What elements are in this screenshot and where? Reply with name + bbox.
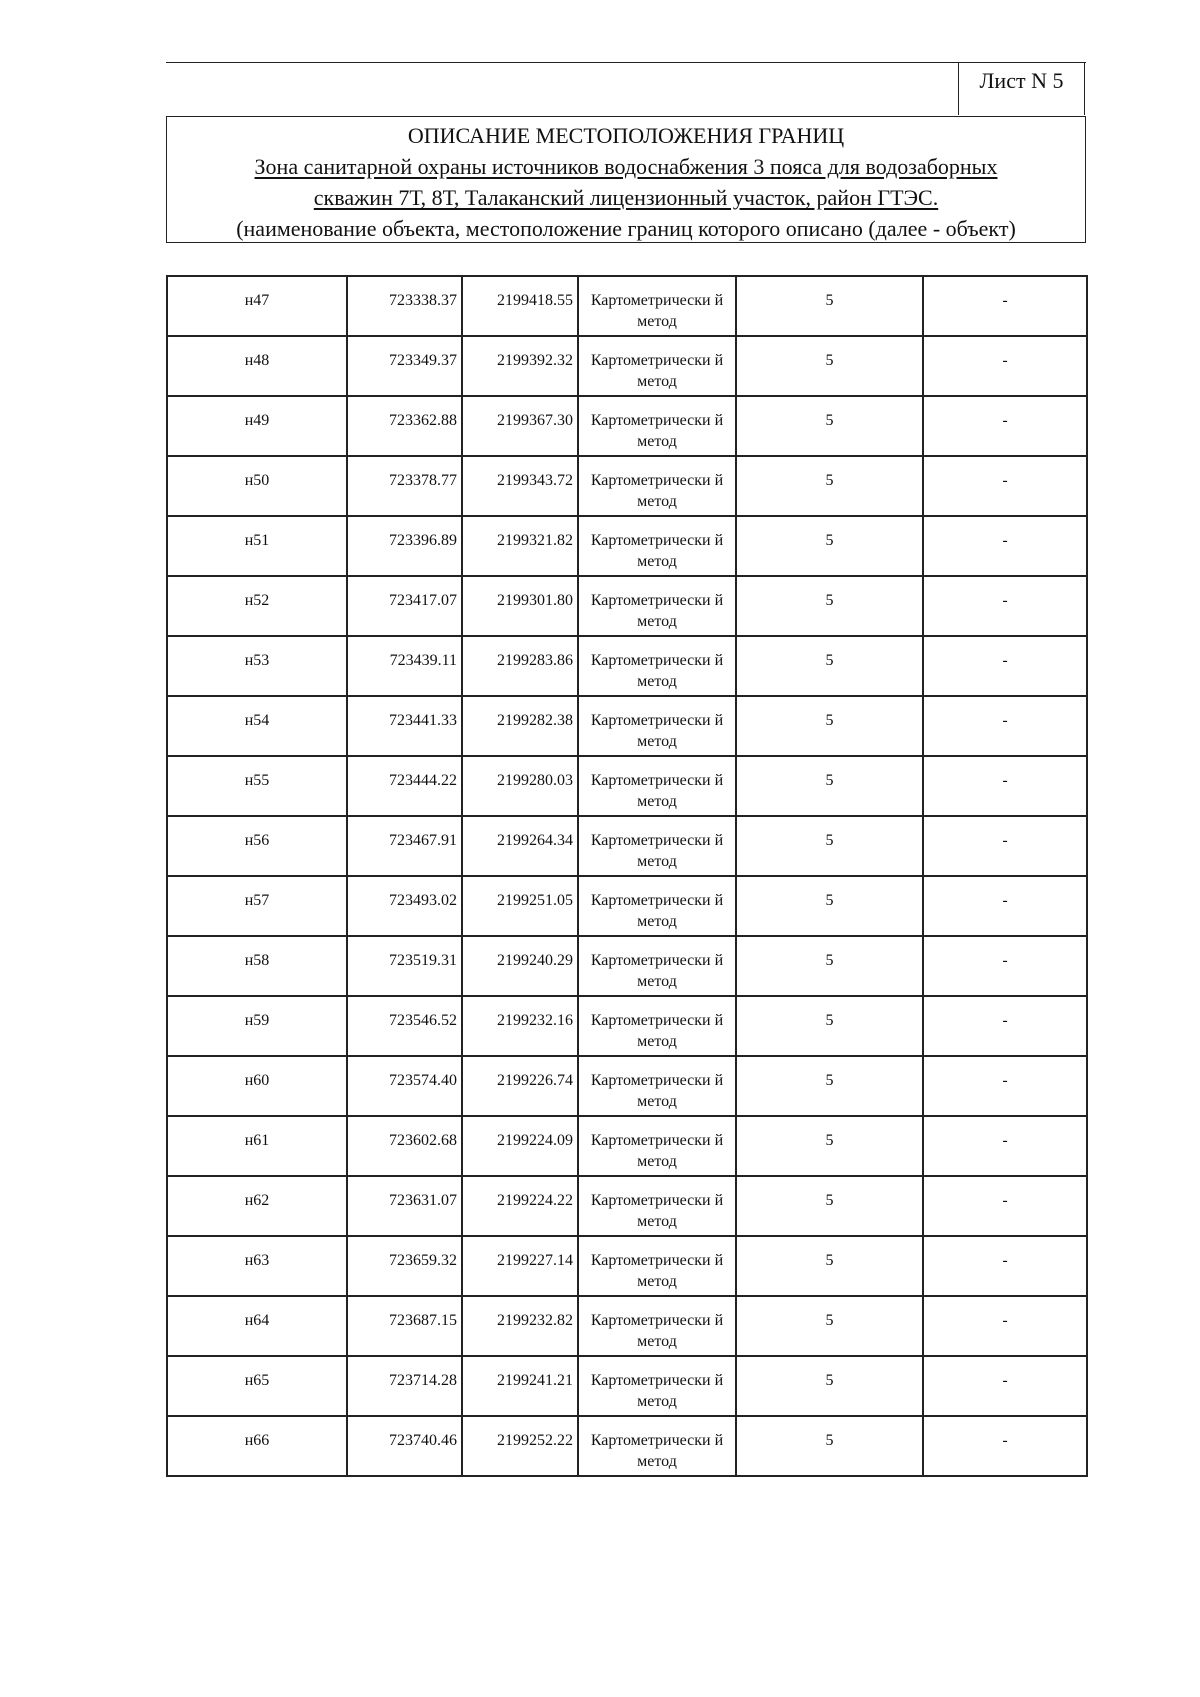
- method-cell: Картометрически й метод: [578, 1236, 736, 1296]
- description-cell: -: [923, 276, 1087, 336]
- point-name-cell: н62: [167, 1176, 347, 1236]
- description-cell: -: [923, 1116, 1087, 1176]
- coord-y-cell: 2199282.38: [462, 696, 578, 756]
- coord-y-cell: 2199321.82: [462, 516, 578, 576]
- table-row: [167, 1116, 1087, 1176]
- method-cell: Картометрически й метод: [578, 1176, 736, 1236]
- coord-y-cell: 2199343.72: [462, 456, 578, 516]
- method-cell: Картометрически й метод: [578, 756, 736, 816]
- table-row: [167, 396, 1087, 456]
- method-cell: Картометрически й метод: [578, 636, 736, 696]
- coord-x-cell: 723417.07: [347, 576, 462, 636]
- accuracy-cell: 5: [736, 1056, 923, 1116]
- point-name-cell: н58: [167, 936, 347, 996]
- method-cell: Картометрически й метод: [578, 336, 736, 396]
- method-cell: Картометрически й метод: [578, 696, 736, 756]
- coord-x-cell: 723396.89: [347, 516, 462, 576]
- coord-y-cell: 2199251.05: [462, 876, 578, 936]
- description-cell: -: [923, 1356, 1087, 1416]
- point-name-cell: н57: [167, 876, 347, 936]
- coord-y-cell: 2199280.03: [462, 756, 578, 816]
- coord-y-cell: 2199240.29: [462, 936, 578, 996]
- table-row: [167, 516, 1087, 576]
- coord-x-cell: 723687.15: [347, 1296, 462, 1356]
- table-row: [167, 336, 1087, 396]
- accuracy-cell: 5: [736, 1356, 923, 1416]
- method-cell: Картометрически й метод: [578, 1056, 736, 1116]
- coord-x-cell: 723338.37: [347, 276, 462, 336]
- coord-y-cell: 2199283.86: [462, 636, 578, 696]
- sheet-number: Лист N 5: [958, 62, 1085, 115]
- coord-y-cell: 2199301.80: [462, 576, 578, 636]
- point-name-cell: н60: [167, 1056, 347, 1116]
- description-cell: -: [923, 1416, 1087, 1476]
- accuracy-cell: 5: [736, 276, 923, 336]
- description-cell: -: [923, 996, 1087, 1056]
- coord-y-cell: 2199367.30: [462, 396, 578, 456]
- coord-y-cell: 2199252.22: [462, 1416, 578, 1476]
- table-row: [167, 696, 1087, 756]
- table-row: [167, 936, 1087, 996]
- point-name-cell: н66: [167, 1416, 347, 1476]
- coord-x-cell: 723439.11: [347, 636, 462, 696]
- description-cell: -: [923, 936, 1087, 996]
- method-cell: Картометрически й метод: [578, 456, 736, 516]
- coord-x-cell: 723631.07: [347, 1176, 462, 1236]
- document-header: [166, 116, 1086, 243]
- point-name-cell: н61: [167, 1116, 347, 1176]
- description-cell: -: [923, 636, 1087, 696]
- coord-y-cell: 2199418.55: [462, 276, 578, 336]
- method-cell: Картометрически й метод: [578, 996, 736, 1056]
- description-cell: -: [923, 1056, 1087, 1116]
- description-cell: -: [923, 876, 1087, 936]
- description-cell: -: [923, 816, 1087, 876]
- accuracy-cell: 5: [736, 396, 923, 456]
- boundary-points-table: [166, 275, 1088, 1477]
- description-cell: -: [923, 1296, 1087, 1356]
- method-cell: Картометрически й метод: [578, 576, 736, 636]
- description-cell: -: [923, 456, 1087, 516]
- point-name-cell: н52: [167, 576, 347, 636]
- accuracy-cell: 5: [736, 816, 923, 876]
- coord-y-cell: 2199264.34: [462, 816, 578, 876]
- point-name-cell: н64: [167, 1296, 347, 1356]
- table-row: [167, 996, 1087, 1056]
- coord-x-cell: 723546.52: [347, 996, 462, 1056]
- table-row: [167, 276, 1087, 336]
- table-row: [167, 1416, 1087, 1476]
- accuracy-cell: 5: [736, 1296, 923, 1356]
- point-name-cell: н50: [167, 456, 347, 516]
- description-cell: -: [923, 576, 1087, 636]
- table-row: [167, 456, 1087, 516]
- point-name-cell: н47: [167, 276, 347, 336]
- top-rule: [166, 62, 1086, 63]
- method-cell: Картометрически й метод: [578, 936, 736, 996]
- coord-x-cell: 723378.77: [347, 456, 462, 516]
- accuracy-cell: 5: [736, 756, 923, 816]
- coord-x-cell: 723362.88: [347, 396, 462, 456]
- description-cell: -: [923, 756, 1087, 816]
- coord-x-cell: 723493.02: [347, 876, 462, 936]
- method-cell: Картометрически й метод: [578, 816, 736, 876]
- point-name-cell: н55: [167, 756, 347, 816]
- point-name-cell: н51: [167, 516, 347, 576]
- object-name-line-1: Зона санитарной охраны источников водоснабжения 3 пояса для водозаборных: [254, 154, 998, 179]
- coord-x-cell: 723602.68: [347, 1116, 462, 1176]
- point-name-cell: н54: [167, 696, 347, 756]
- coord-x-cell: 723441.33: [347, 696, 462, 756]
- point-name-cell: н53: [167, 636, 347, 696]
- accuracy-cell: 5: [736, 576, 923, 636]
- description-cell: -: [923, 1236, 1087, 1296]
- table-body: [167, 276, 1087, 1476]
- method-cell: Картометрически й метод: [578, 276, 736, 336]
- table-row: [167, 1296, 1087, 1356]
- accuracy-cell: 5: [736, 1236, 923, 1296]
- accuracy-cell: 5: [736, 996, 923, 1056]
- coord-y-cell: 2199241.21: [462, 1356, 578, 1416]
- point-name-cell: н56: [167, 816, 347, 876]
- table-row: [167, 636, 1087, 696]
- point-name-cell: н48: [167, 336, 347, 396]
- description-cell: -: [923, 396, 1087, 456]
- table-row: [167, 1176, 1087, 1236]
- coord-y-cell: 2199226.74: [462, 1056, 578, 1116]
- accuracy-cell: 5: [736, 1176, 923, 1236]
- accuracy-cell: 5: [736, 936, 923, 996]
- coord-x-cell: 723519.31: [347, 936, 462, 996]
- point-name-cell: н65: [167, 1356, 347, 1416]
- accuracy-cell: 5: [736, 696, 923, 756]
- accuracy-cell: 5: [736, 636, 923, 696]
- description-cell: -: [923, 336, 1087, 396]
- coord-x-cell: 723659.32: [347, 1236, 462, 1296]
- table-row: [167, 756, 1087, 816]
- coord-y-cell: 2199232.16: [462, 996, 578, 1056]
- coord-x-cell: 723349.37: [347, 336, 462, 396]
- point-name-cell: н59: [167, 996, 347, 1056]
- accuracy-cell: 5: [736, 516, 923, 576]
- table-row: [167, 1056, 1087, 1116]
- coord-y-cell: 2199224.22: [462, 1176, 578, 1236]
- description-cell: -: [923, 1176, 1087, 1236]
- accuracy-cell: 5: [736, 1116, 923, 1176]
- method-cell: Картометрически й метод: [578, 1296, 736, 1356]
- method-cell: Картометрически й метод: [578, 1116, 736, 1176]
- object-caption: (наименование объекта, местоположение границ которого описано (далее - объект): [236, 216, 1016, 241]
- method-cell: Картометрически й метод: [578, 876, 736, 936]
- accuracy-cell: 5: [736, 876, 923, 936]
- point-name-cell: н63: [167, 1236, 347, 1296]
- table-row: [167, 1356, 1087, 1416]
- method-cell: Картометрически й метод: [578, 1416, 736, 1476]
- coord-y-cell: 2199232.82: [462, 1296, 578, 1356]
- point-name-cell: н49: [167, 396, 347, 456]
- table-row: [167, 1236, 1087, 1296]
- coord-x-cell: 723467.91: [347, 816, 462, 876]
- object-name-line-2: скважин 7Т, 8Т, Талаканский лицензионный участок, район ГТЭС.: [313, 185, 939, 210]
- accuracy-cell: 5: [736, 456, 923, 516]
- description-cell: -: [923, 696, 1087, 756]
- document-title: ОПИСАНИЕ МЕСТОПОЛОЖЕНИЯ ГРАНИЦ: [407, 123, 845, 148]
- coord-x-cell: 723740.46: [347, 1416, 462, 1476]
- coord-y-cell: 2199224.09: [462, 1116, 578, 1176]
- description-cell: -: [923, 516, 1087, 576]
- coord-x-cell: 723444.22: [347, 756, 462, 816]
- coord-x-cell: 723574.40: [347, 1056, 462, 1116]
- accuracy-cell: 5: [736, 1416, 923, 1476]
- accuracy-cell: 5: [736, 336, 923, 396]
- coord-x-cell: 723714.28: [347, 1356, 462, 1416]
- method-cell: Картометрически й метод: [578, 396, 736, 456]
- method-cell: Картометрически й метод: [578, 1356, 736, 1416]
- table-row: [167, 876, 1087, 936]
- table-row: [167, 576, 1087, 636]
- table-row: [167, 816, 1087, 876]
- method-cell: Картометрически й метод: [578, 516, 736, 576]
- coord-y-cell: 2199227.14: [462, 1236, 578, 1296]
- coord-y-cell: 2199392.32: [462, 336, 578, 396]
